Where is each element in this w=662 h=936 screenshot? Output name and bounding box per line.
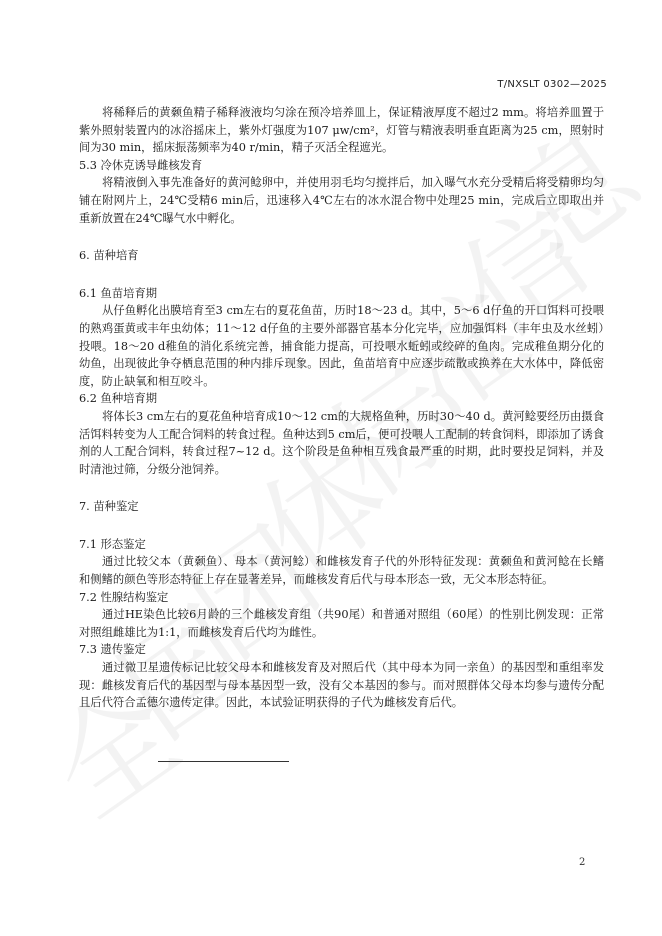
page-number: 2 (579, 857, 586, 868)
standard-code: T/NXSLT 0302—2025 (497, 79, 607, 90)
heading-6-1: 6.1 鱼苗培育期 (79, 286, 158, 300)
paragraph-cold-shock: 将精液倒入事先准备好的黄河鲶卵中，并使用羽毛均匀搅拌后，加入曝气水充分受精后将受精卵均匀铺在附网片上，24℃受精6 min后，迅速移入4℃左右的冰水混合物中处理25 min，完成后立即取出并重新放置在24℃曝气水中孵化。 (79, 176, 604, 225)
paragraph-genetic: 通过微卫星遗传标记比较父母本和雌核发育及对照后代（其中母本为同一亲鱼）的基因型和重组率发现：雌核发育后代的基因型与母本基因型一致，没有父本基因的参与。而对照群体父母本均参与遗传分配且后代符合孟德尔遗传定律。因此，本试验证明获得的子代为雌核发育后代。 (79, 661, 604, 710)
heading-6: 6. 苗种培育 (79, 249, 139, 263)
heading-5-3: 5.3 冷休克诱导雌核发育 (79, 158, 203, 172)
heading-6-2: 6.2 鱼种培育期 (79, 392, 158, 406)
paragraph-uv-inactivation: 将稀释后的黄颡鱼精子稀释液液均匀涂在预冷培养皿上，保证精液厚度不超过2 mm。将培养皿置于紫外照射装置内的冰浴摇床上，紫外灯强度为107 μw/cm²，灯管与精液表明垂直距离为25 cm，照射时间为30 min，摇床振荡频率为40 r/min，精子灭活全程遮光。 (79, 106, 604, 155)
paragraph-morphology: 通过比较父本（黄颡鱼）、母本（黄河鲶）和雌核发育子代的外形特征发现：黄颡鱼和黄河鲶在长鳍和侧鳍的颜色等形态特征上存在显著差异，而雌核发育后代与母本形态一致，无父本形态特征。 (79, 555, 604, 587)
paragraph-fingerling-stage: 将体长3 cm左右的夏花鱼种培育成10～12 cm的大规格鱼种，历时30～40 d。黄河鲶要经历由摄食活饵料转变为人工配合饲料的转食过程。鱼种达到5 cm后，便可投喂人工配制的转食饲料，即添加了诱食剂的人工配合饲料，转食过程7~12 d。这个阶段是鱼种相互残食最严重的时期，此时要投足饲料，并及时清池过筛，分级分池饲养。 (79, 409, 604, 476)
heading-7-2: 7.2 性腺结构鉴定 (79, 590, 169, 604)
heading-7: 7. 苗种鉴定 (79, 500, 139, 514)
heading-7-3: 7.3 遗传鉴定 (79, 643, 146, 657)
heading-7-1: 7.1 形态鉴定 (79, 537, 146, 551)
end-rule (158, 761, 289, 762)
paragraph-gonad: 通过HE染色比较6月龄的三个雌核发育组（共90尾）和普通对照组（60尾）的性别比例发现：正常对照组雌雄比为1:1，而雌核发育后代均为雌性。 (79, 608, 604, 639)
document-body (79, 104, 604, 712)
paragraph-fry-stage: 从仔鱼孵化出膜培育至3 cm左右的夏花鱼苗，历时18～23 d。其中，5～6 d仔鱼的开口饵料可投喂的熟鸡蛋黄或丰年虫幼体；11～12 d仔鱼的主要外部器官基本分化完毕，应加强饵料（丰年虫及水丝蚓）投喂。18～20 d稚鱼的消化系统完善，捕食能力提高，可投喂水蚯蚓或绞碎的鱼肉。完成稚鱼期分化的幼鱼，出现彼此争夺栖息范围的种内排斥现象。因此，鱼苗培育中应逐步疏散或换养在大水体中，降低密度，防止缺氧和相互咬斗。 (79, 304, 604, 388)
